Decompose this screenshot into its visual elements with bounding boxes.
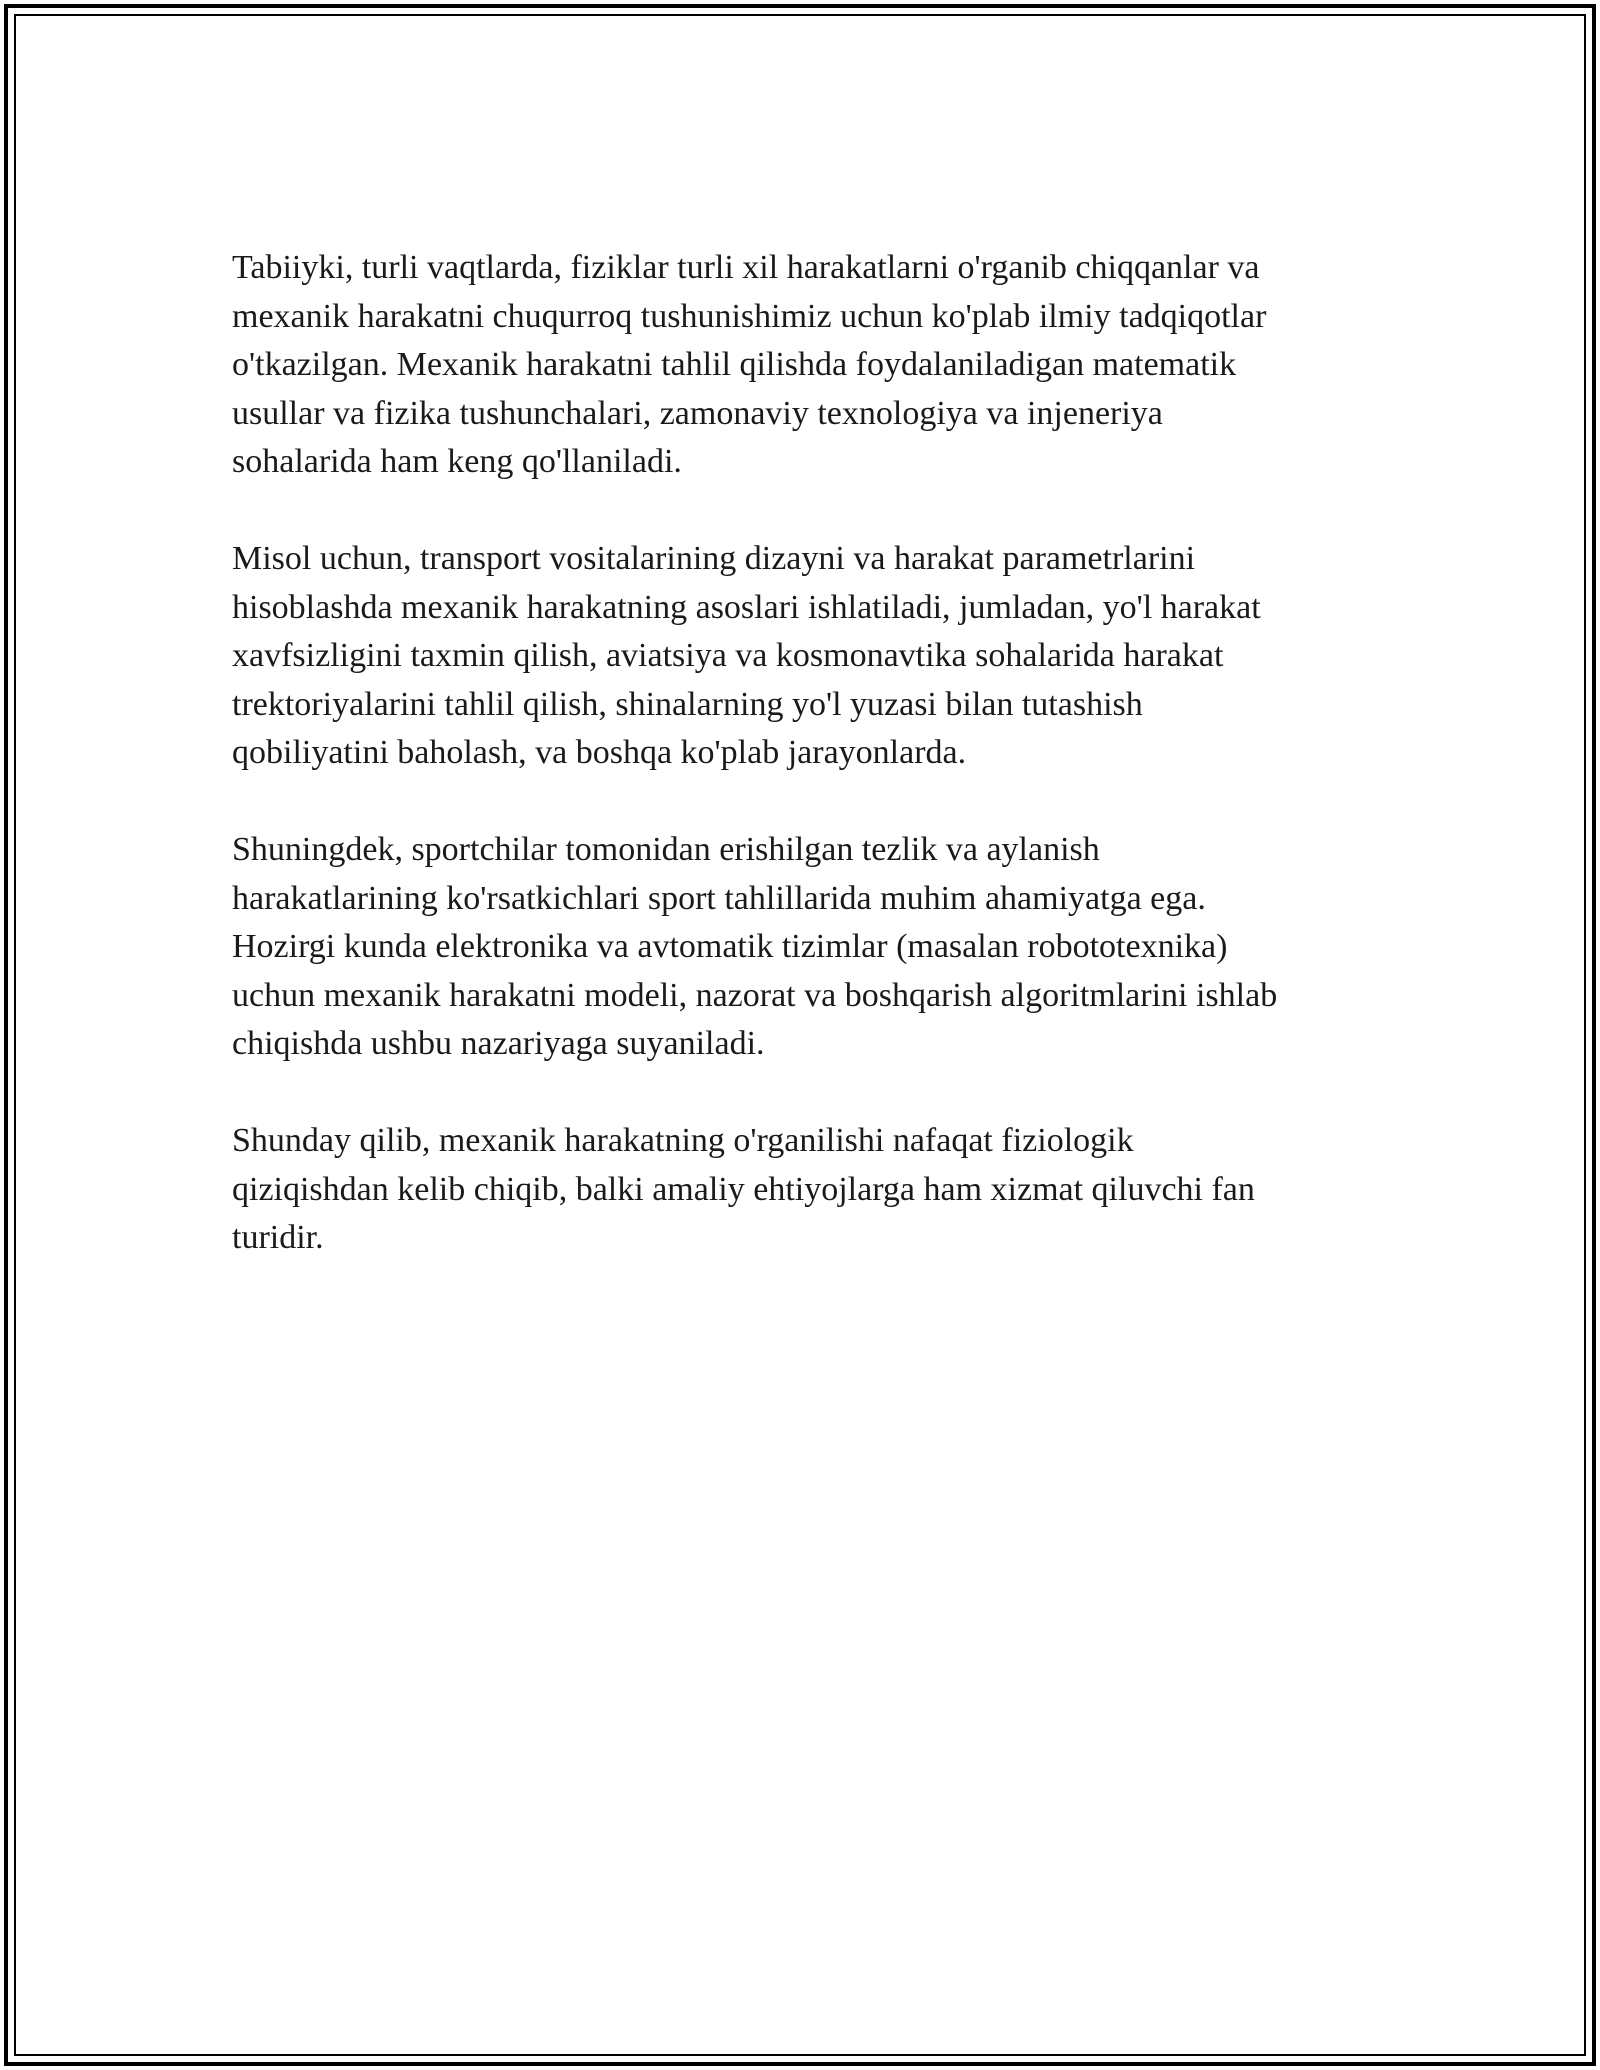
page-border-outer (4, 4, 1596, 2066)
text-line: qiziqishdan kelib chiqib, balki amaliy ehtiyojlarga ham xizmat qiluvchi fan (232, 1170, 1255, 1208)
text-line: uchun mexanik harakatni modeli, nazorat va boshqarish algoritmlarini ishlab (232, 976, 1278, 1014)
text-line: Shuningdek, sportchilar tomonidan erishilgan tezlik va aylanish (232, 831, 1100, 868)
text-line: sohalarida ham keng qo'llaniladi. (232, 443, 682, 480)
text-line: Shunday qilib, mexanik harakatning o'rganilishi nafaqat fiziologik (232, 1122, 1134, 1159)
text-line: qobiliyatini baholash, va boshqa ko'plab jarayonlarda. (232, 734, 967, 771)
document-body (232, 244, 1382, 1311)
paragraph-2 (232, 535, 1382, 778)
text-line: chiqishda ushbu nazariyaga suyaniladi. (232, 1025, 765, 1062)
text-line: trektoriyalarini tahlil qilish, shinalarning yo'l yuzasi bilan tutashish (232, 685, 1143, 723)
paragraph-4 (232, 1117, 1382, 1263)
text-line: Tabiiyki, turli vaqtlarda, fiziklar turli xil harakatlarni o'rganib chiqqanlar va (232, 249, 1260, 286)
text-line: turidir. (232, 1219, 324, 1256)
paragraph-3 (232, 826, 1382, 1069)
text-line: mexanik harakatni chuqurroq tushunishimiz uchun ko'plab ilmiy tadqiqotlar (232, 297, 1267, 335)
text-line: hisoblashda mexanik harakatning asoslari ishlatiladi, jumladan, yo'l harakat (232, 588, 1261, 626)
text-line: xavfsizligini taxmin qilish, aviatsiya va kosmonavtika sohalarida harakat (232, 637, 1224, 674)
text-line: harakatlarining ko'rsatkichlari sport tahlillarida muhim ahamiyatga ega. (232, 879, 1206, 917)
text-line: Misol uchun, transport vositalarining dizayni va harakat parametrlarini (232, 540, 1196, 577)
text-line: o'tkazilgan. Mexanik harakatni tahlil qilishda foydalaniladigan matematik (232, 346, 1237, 383)
paragraph-1 (232, 244, 1382, 487)
text-line: Hozirgi kunda elektronika va avtomatik tizimlar (masalan robototexnika) (232, 928, 1228, 965)
text-line: usullar va fizika tushunchalari, zamonaviy texnologiya va injeneriya (232, 394, 1163, 432)
